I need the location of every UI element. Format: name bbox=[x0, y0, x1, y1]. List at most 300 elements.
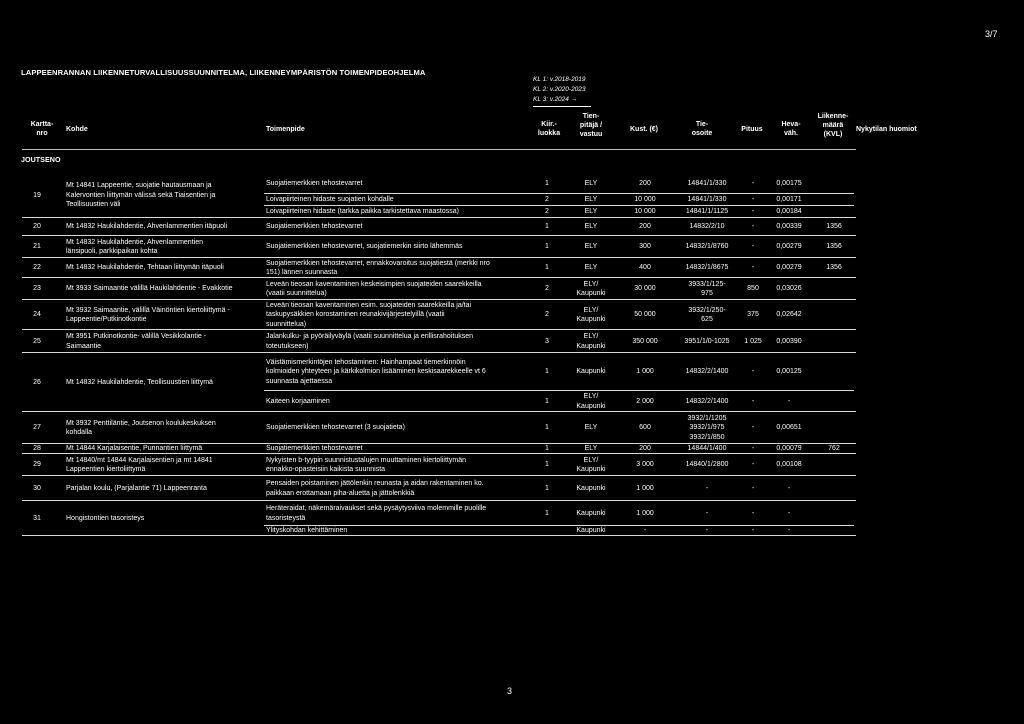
row-number bbox=[22, 454, 52, 476]
cell-kiireellisyys-text: 2 bbox=[545, 208, 549, 216]
header-huomiot: Nykytilan huomiot bbox=[856, 126, 917, 133]
table-row bbox=[22, 454, 856, 476]
header-kartta-nro: Kartta- nro bbox=[30, 121, 54, 137]
row-kohde bbox=[66, 353, 261, 412]
cell-heva-text: - bbox=[787, 527, 791, 535]
measure-row bbox=[264, 353, 854, 391]
cell-tieosoite bbox=[677, 236, 737, 258]
cell-kiireellisyys bbox=[532, 330, 562, 353]
cell-pituus-text: - bbox=[751, 509, 755, 517]
measure-row bbox=[264, 173, 854, 194]
cell-tienpitaja-text: ELY/ Kaupunki bbox=[576, 456, 606, 473]
cell-pituus-text: - bbox=[751, 461, 755, 469]
cell-tienpitaja-text: ELY/ Kaupunki bbox=[576, 333, 606, 350]
cell-heva bbox=[768, 300, 810, 330]
cell-tienpitaja bbox=[572, 476, 610, 501]
cell-toimenpide bbox=[266, 300, 542, 330]
cell-kvl bbox=[814, 476, 854, 501]
cell-kiireellisyys-text: 2 bbox=[545, 196, 549, 204]
cell-kustannus-text: 30 000 bbox=[634, 285, 656, 293]
cell-tieosoite-text: - bbox=[705, 484, 709, 492]
cell-tienpitaja bbox=[572, 218, 610, 236]
cell-kustannus bbox=[620, 218, 670, 236]
cell-kvl bbox=[814, 501, 854, 526]
cell-tienpitaja bbox=[572, 412, 610, 444]
row-number bbox=[22, 412, 52, 444]
cell-pituus bbox=[740, 278, 766, 300]
cell-heva-text: 0,00171 bbox=[776, 196, 802, 204]
cell-kustannus-text: 600 bbox=[639, 424, 651, 432]
cell-tieosoite bbox=[677, 173, 737, 194]
cell-tieosoite bbox=[677, 330, 737, 353]
cell-pituus-text: - bbox=[751, 196, 755, 204]
header-kvl: Liikenne- määrä (KVL) bbox=[817, 113, 849, 138]
cell-tienpitaja bbox=[572, 353, 610, 391]
cell-toimenpide-text: Suojatiemerkkien tehostevarret, ennakkovaroitus suojatiestä (merkki nro 151) lännen suunnasta bbox=[266, 259, 490, 276]
cell-kiireellisyys-text: 1 bbox=[545, 223, 549, 231]
cell-kiireellisyys-text: 2 bbox=[545, 285, 549, 293]
cell-toimenpide bbox=[266, 353, 542, 391]
cell-tienpitaja bbox=[572, 454, 610, 476]
cell-pituus-text: - bbox=[751, 484, 755, 492]
cell-tieosoite bbox=[677, 501, 737, 526]
cell-tieosoite-text: 14844/1/400 bbox=[687, 445, 727, 453]
row-number bbox=[22, 330, 52, 353]
row-number bbox=[22, 236, 52, 258]
cell-kvl bbox=[814, 258, 854, 278]
kl-underline bbox=[533, 106, 591, 107]
cell-kustannus-text: 200 bbox=[639, 445, 651, 453]
cell-toimenpide bbox=[266, 236, 542, 258]
cell-tieosoite-text: 14841/1/1125 bbox=[685, 208, 729, 216]
row-number-text: 30 bbox=[33, 484, 41, 492]
cell-toimenpide-text: Pensaiden poistaminen jättölenkin reunasta ja aidan rakentaminen ko. paikkaan erottamaan piha-aluetta ja jättolenkkiä bbox=[266, 480, 484, 497]
cell-kvl bbox=[814, 218, 854, 236]
cell-kustannus-text: 10 000 bbox=[634, 208, 656, 216]
cell-kustannus bbox=[620, 300, 670, 330]
kl-1-label: KL 1: v.2018-2019 bbox=[533, 76, 586, 83]
table-row bbox=[22, 300, 856, 330]
cell-tienpitaja-text: ELY/ Kaupunki bbox=[576, 306, 606, 323]
cell-kustannus-text: 300 bbox=[639, 243, 651, 251]
row-kohde-text: Mt 14832 Haukilahdentie, Tehtaan liittymän itäpuoli bbox=[66, 264, 224, 272]
row-kohde-text: Parjalan koulu, (Parjalantie 71) Lappeenranta bbox=[66, 484, 207, 492]
cell-heva-text: 0,00108 bbox=[776, 461, 802, 469]
header-tieosoite: Tie- osoite bbox=[691, 121, 713, 137]
cell-tieosoite-text: - bbox=[705, 527, 709, 535]
cell-pituus-text: - bbox=[751, 208, 755, 216]
cell-pituus bbox=[740, 218, 766, 236]
cell-kiireellisyys bbox=[532, 412, 562, 444]
cell-kvl bbox=[814, 300, 854, 330]
page-number-bottom: 3 bbox=[507, 686, 513, 696]
cell-kiireellisyys bbox=[532, 258, 562, 278]
cell-tienpitaja-text: ELY bbox=[584, 179, 598, 187]
cell-heva bbox=[768, 278, 810, 300]
cell-tienpitaja-text: Kaupunki bbox=[576, 527, 606, 535]
cell-heva bbox=[768, 173, 810, 194]
table-row bbox=[22, 236, 856, 258]
cell-kiireellisyys-text: 1 bbox=[545, 424, 549, 432]
cell-kustannus-text: 350 000 bbox=[632, 337, 658, 345]
cell-heva-text: 0,03026 bbox=[776, 285, 802, 293]
cell-tienpitaja bbox=[572, 258, 610, 278]
row-number-text: 23 bbox=[33, 285, 41, 293]
cell-pituus bbox=[740, 454, 766, 476]
section-heading: JOUTSENO bbox=[21, 155, 61, 164]
row-kohde bbox=[66, 454, 261, 476]
cell-kustannus bbox=[620, 330, 670, 353]
cell-kustannus-text: 1 000 bbox=[636, 484, 654, 492]
table-row bbox=[22, 412, 856, 444]
cell-heva-text: - bbox=[787, 509, 791, 517]
measure-row bbox=[264, 258, 854, 278]
cell-tieosoite-text: - bbox=[705, 509, 709, 517]
cell-tieosoite bbox=[677, 218, 737, 236]
cell-heva-text: 0,00390 bbox=[776, 337, 802, 345]
row-kohde-text: Mt 3951 Putkinotkontie- välillä Vesikkolantie - Saimaantie bbox=[66, 333, 207, 350]
cell-kvl-text: 1356 bbox=[826, 243, 842, 251]
row-kohde bbox=[66, 412, 261, 444]
cell-tienpitaja bbox=[572, 391, 610, 412]
row-number-text: 27 bbox=[33, 424, 41, 432]
cell-tieosoite bbox=[677, 258, 737, 278]
cell-kustannus bbox=[620, 236, 670, 258]
cell-pituus-text: - bbox=[751, 445, 755, 453]
cell-kiireellisyys bbox=[532, 236, 562, 258]
header-kustannus: Kust. (€) bbox=[630, 126, 658, 133]
cell-heva bbox=[768, 501, 810, 526]
row-number-text: 20 bbox=[33, 223, 41, 231]
cell-toimenpide bbox=[266, 391, 542, 412]
cell-tienpitaja bbox=[572, 173, 610, 194]
cell-kustannus bbox=[620, 173, 670, 194]
cell-tienpitaja bbox=[572, 501, 610, 526]
cell-heva bbox=[768, 454, 810, 476]
cell-pituus-text: - bbox=[751, 527, 755, 535]
cell-toimenpide-text: Suojatiemerkkien tehostevarret bbox=[266, 179, 363, 187]
cell-heva-text: 0,00339 bbox=[776, 223, 802, 231]
row-number-text: 31 bbox=[33, 514, 41, 522]
cell-kustannus bbox=[620, 258, 670, 278]
cell-toimenpide bbox=[266, 454, 542, 476]
cell-tienpitaja bbox=[572, 278, 610, 300]
table-row bbox=[22, 173, 856, 218]
cell-toimenpide-text: Suojatiemerkkien tehostevarret (3 suojatieta) bbox=[266, 424, 405, 432]
cell-pituus-text: - bbox=[751, 243, 755, 251]
row-kohde-text: Mt 14832 Haukilahdentie, Ahvenlammentien itäpuoli bbox=[66, 223, 228, 231]
cell-toimenpide-text: Heräteraidat, näkemäraivaukset sekä pysäytysviiva molemmille puolille tasoristeystä bbox=[266, 505, 487, 522]
measure-row bbox=[264, 300, 854, 330]
cell-kvl-text: 762 bbox=[828, 445, 840, 453]
cell-kvl-text: 1356 bbox=[826, 264, 842, 272]
header-pituus: Pituus bbox=[741, 126, 763, 133]
cell-pituus-text: 850 bbox=[747, 285, 759, 293]
header-tienpitaja: Tien- pitäjä / vastuu bbox=[579, 113, 603, 138]
table-row bbox=[22, 278, 856, 300]
cell-heva bbox=[768, 330, 810, 353]
cell-pituus bbox=[740, 258, 766, 278]
cell-tieosoite-text: 14832/1/8675 bbox=[685, 264, 729, 272]
row-number bbox=[22, 218, 52, 236]
cell-kiireellisyys bbox=[532, 501, 562, 526]
cell-kvl bbox=[814, 278, 854, 300]
cell-tienpitaja-text: Kaupunki bbox=[576, 484, 606, 492]
cell-toimenpide-text: Suojatiemerkkien tehostevarret bbox=[266, 445, 363, 453]
cell-tienpitaja-text: ELY bbox=[584, 243, 598, 251]
row-number bbox=[22, 353, 52, 412]
cell-kustannus bbox=[620, 501, 670, 526]
cell-kvl bbox=[814, 330, 854, 353]
cell-toimenpide bbox=[266, 258, 542, 278]
cell-toimenpide-text: Loivapiirteinen hidaste (tarkka paikka tarkistettava maastossa) bbox=[266, 208, 459, 216]
measure-row bbox=[264, 501, 854, 526]
cell-kustannus bbox=[620, 353, 670, 391]
cell-tieosoite bbox=[677, 476, 737, 501]
row-kohde-text: Mt 3932 Penttiläntie, Joutsenon koulukeskuksen kohdalla bbox=[66, 419, 216, 436]
cell-kiireellisyys bbox=[532, 218, 562, 236]
cell-toimenpide-text: Suojatiemerkkien tehostevarret, suojatiemerkin siirto lähemmäs bbox=[266, 243, 463, 251]
cell-tieosoite bbox=[677, 412, 737, 444]
cell-heva bbox=[768, 218, 810, 236]
cell-tienpitaja-text: ELY bbox=[584, 264, 598, 272]
row-number bbox=[22, 278, 52, 300]
cell-kustannus-text: 400 bbox=[639, 264, 651, 272]
cell-tieosoite bbox=[677, 454, 737, 476]
cell-kustannus bbox=[620, 278, 670, 300]
row-kohde-text: Mt 3933 Saimaantie välillä Haukilahdentie - Evakkotie bbox=[66, 285, 233, 293]
cell-heva-text: 0,00279 bbox=[776, 264, 802, 272]
cell-kustannus-text: 1 000 bbox=[636, 368, 654, 376]
measure-row bbox=[264, 391, 854, 412]
cell-heva-text: 0,00651 bbox=[776, 424, 802, 432]
header-divider bbox=[22, 149, 856, 150]
cell-toimenpide-text: Väistämismerkintöjen tehostaminen: Hainhampaat tiemerkinnöin kolmioiden yhteyteen ja kärkikolmion lisääminen keskisaarekkeelle vt 6 suunnasta ajettaessa bbox=[266, 358, 486, 385]
cell-kiireellisyys-text: 1 bbox=[545, 484, 549, 492]
cell-kustannus-text: 3 000 bbox=[636, 461, 654, 469]
cell-kustannus-text: 2 000 bbox=[636, 397, 654, 405]
cell-tieosoite-text: 3932/1/250- 625 bbox=[688, 306, 726, 323]
cell-pituus-text: - bbox=[751, 424, 755, 432]
cell-tieosoite-text: 14832/2/1400 bbox=[685, 368, 729, 376]
cell-toimenpide bbox=[266, 330, 542, 353]
header-toimenpide: Toimenpide bbox=[266, 126, 305, 133]
row-number-text: 22 bbox=[33, 264, 41, 272]
cell-tieosoite-text: 14841/1/330 bbox=[687, 179, 727, 187]
cell-tienpitaja-text: ELY/ Kaupunki bbox=[576, 393, 606, 410]
cell-heva bbox=[768, 391, 810, 412]
cell-kiireellisyys-text: 2 bbox=[545, 311, 549, 319]
cell-heva bbox=[768, 258, 810, 278]
cell-kiireellisyys bbox=[532, 173, 562, 194]
cell-kvl bbox=[814, 236, 854, 258]
row-number-text: 29 bbox=[33, 461, 41, 469]
cell-pituus bbox=[740, 476, 766, 501]
cell-kiireellisyys-text: 1 bbox=[545, 264, 549, 272]
cell-pituus-text: 375 bbox=[747, 311, 759, 319]
cell-kustannus-text: 10 000 bbox=[634, 196, 656, 204]
cell-tienpitaja bbox=[572, 330, 610, 353]
cell-kustannus-text: - bbox=[643, 527, 647, 535]
cell-pituus bbox=[740, 501, 766, 526]
cell-tieosoite-text: 14840/1/2800 bbox=[685, 461, 729, 469]
cell-kiireellisyys bbox=[532, 278, 562, 300]
cell-heva bbox=[768, 476, 810, 501]
cell-pituus bbox=[740, 391, 766, 412]
cell-heva bbox=[768, 353, 810, 391]
cell-kiireellisyys-text: 1 bbox=[545, 509, 549, 517]
cell-toimenpide-text: Suojatiemerkkien tehostevarret bbox=[266, 223, 363, 231]
cell-tienpitaja-text: ELY bbox=[584, 196, 598, 204]
cell-kvl-text: 1356 bbox=[826, 223, 842, 231]
row-kohde-text: Mt 14832 Haukilahdentie, Teollisuustien liittymä bbox=[66, 378, 213, 386]
cell-kiireellisyys-text: 3 bbox=[545, 337, 549, 345]
row-number bbox=[22, 476, 52, 501]
row-kohde-text: Mt 3932 Saimaantie, välillä Väinöntien kiertoliittymä - Lappeentie/Putkinotkontie bbox=[66, 306, 230, 323]
cell-kiireellisyys bbox=[532, 391, 562, 412]
cell-kvl bbox=[814, 353, 854, 391]
kl-2-label: KL 2: v.2020-2023 bbox=[533, 86, 586, 93]
cell-tieosoite-text: 3932/1/1205 3932/1/975 3932/1/850 bbox=[687, 414, 727, 441]
row-number-text: 26 bbox=[33, 378, 41, 386]
cell-pituus-text: - bbox=[751, 368, 755, 376]
row-number-text: 28 bbox=[33, 445, 41, 453]
cell-heva bbox=[768, 412, 810, 444]
kl-3-label: KL 3: v.2024 → bbox=[533, 96, 578, 103]
row-number bbox=[22, 173, 52, 218]
measure-row bbox=[264, 330, 854, 353]
row-kohde bbox=[66, 258, 261, 278]
cell-pituus bbox=[740, 236, 766, 258]
measure-row bbox=[264, 194, 854, 206]
cell-toimenpide bbox=[266, 278, 542, 300]
header-kohde: Kohde bbox=[66, 126, 88, 133]
arrow-right-icon: → bbox=[570, 96, 578, 103]
row-kohde bbox=[66, 173, 261, 218]
cell-heva-text: - bbox=[787, 484, 791, 492]
cell-kiireellisyys bbox=[532, 353, 562, 391]
cell-kustannus bbox=[620, 391, 670, 412]
document-title: LAPPEENRANNAN LIIKENNETURVALLISUUSSUUNNITELMA, LIIKENNEYMPÄRISTÖN TOIMENPIDEOHJELMA bbox=[21, 68, 426, 77]
cell-toimenpide-text: Kaiteen korjaaminen bbox=[266, 397, 330, 405]
cell-pituus bbox=[740, 300, 766, 330]
row-number bbox=[22, 258, 52, 278]
cell-tieosoite bbox=[677, 300, 737, 330]
cell-kustannus bbox=[620, 454, 670, 476]
measure-row bbox=[264, 476, 854, 501]
cell-heva-text: 0,00184 bbox=[776, 208, 802, 216]
cell-kiireellisyys-text: 1 bbox=[545, 445, 549, 453]
row-kohde bbox=[66, 330, 261, 353]
row-number-text: 25 bbox=[33, 337, 41, 345]
cell-toimenpide-text: Loivapiirteinen hidaste suojatien kohdalle bbox=[266, 196, 394, 204]
row-kohde bbox=[66, 300, 261, 330]
cell-kustannus bbox=[620, 412, 670, 444]
table-row bbox=[22, 218, 856, 236]
cell-heva bbox=[768, 236, 810, 258]
cell-tieosoite-text: 3951/1/0-1025 bbox=[684, 337, 730, 345]
row-kohde-text: Mt 14840/mt 14844 Karjalaisentien ja mt 14841 Lappeentien kiertoliittymä bbox=[66, 456, 213, 473]
cell-kvl bbox=[814, 454, 854, 476]
cell-pituus-text: - bbox=[751, 397, 755, 405]
cell-kvl bbox=[814, 391, 854, 412]
table-row bbox=[22, 476, 856, 501]
cell-heva-text: 0,00079 bbox=[776, 445, 802, 453]
cell-toimenpide-text: Leveän tieosan kaventaminen keskeisimpien suojateiden saarekkeilla (vaatii suunnittelua) bbox=[266, 280, 482, 297]
row-kohde-text: Mt 14844 Karjalaisentie, Punnantien liittymä bbox=[66, 445, 203, 453]
cell-tienpitaja-text: ELY bbox=[584, 445, 598, 453]
cell-kiireellisyys-text: 1 bbox=[545, 461, 549, 469]
row-kohde bbox=[66, 236, 261, 258]
row-kohde bbox=[66, 218, 261, 236]
cell-tieosoite-text: 14841/1/330 bbox=[687, 196, 727, 204]
cell-pituus-text: 1 025 bbox=[744, 337, 762, 345]
cell-toimenpide bbox=[266, 476, 542, 501]
row-kohde-text: Mt 14841 Lappeentie, suojatie hautausmaan ja Kalervontien liittymän välissä sekä Tiaisentien ja Teollisuustien väli bbox=[66, 182, 216, 209]
cell-tieosoite-text: 14832/2/10 bbox=[689, 223, 725, 231]
measure-row bbox=[264, 278, 854, 300]
header-heva: Heva- väh. bbox=[781, 121, 801, 137]
cell-tienpitaja-text: ELY/ Kaupunki bbox=[576, 280, 606, 297]
row-kohde bbox=[66, 278, 261, 300]
measure-row bbox=[264, 454, 854, 476]
cell-tienpitaja-text: Kaupunki bbox=[576, 509, 606, 517]
cell-pituus-text: - bbox=[751, 223, 755, 231]
cell-tieosoite bbox=[677, 391, 737, 412]
table-row bbox=[22, 258, 856, 278]
measure-row bbox=[264, 236, 854, 258]
row-number bbox=[22, 300, 52, 330]
cell-toimenpide-text: Nykyisten b-tyypin suunnistustalujen muuttaminen kiertoliittymän ennakko-opasteisiin kaikista suunnista bbox=[266, 456, 466, 473]
cell-tienpitaja-text: ELY bbox=[584, 223, 598, 231]
cell-kvl bbox=[814, 412, 854, 444]
cell-toimenpide-text: Jalankulku- ja pyöräilyväylä (vaatii suunnittelua ja erillisrahoituksen toteutukseen) bbox=[266, 333, 473, 350]
cell-heva-text: 0,00279 bbox=[776, 243, 802, 251]
cell-toimenpide-text: Ylityskohdan kehittäminen bbox=[266, 527, 348, 535]
measure-row bbox=[264, 412, 854, 444]
cell-heva-text: 0,00125 bbox=[776, 368, 802, 376]
row-kohde-text: Hongistontien tasoristeys bbox=[66, 514, 145, 522]
cell-pituus bbox=[740, 353, 766, 391]
cell-kiireellisyys bbox=[532, 454, 562, 476]
cell-tieosoite bbox=[677, 353, 737, 391]
cell-kustannus-text: 1 000 bbox=[636, 509, 654, 517]
table-row bbox=[22, 353, 856, 412]
cell-kiireellisyys bbox=[532, 476, 562, 501]
cell-pituus bbox=[740, 412, 766, 444]
row-kohde bbox=[66, 476, 261, 501]
table-row bbox=[22, 501, 856, 536]
cell-heva-text: 0,02642 bbox=[776, 311, 802, 319]
cell-kustannus bbox=[620, 476, 670, 501]
cell-kiireellisyys-text: 1 bbox=[545, 397, 549, 405]
cell-toimenpide-text: Leveän tieosan kaventaminen esim. suojateiden saarekkeilla ja/tai taskupysäkkien korostaminen reunakivijärjestelyillä (vaatii suunnittelua) bbox=[266, 301, 472, 328]
cell-kiireellisyys-text: 1 bbox=[545, 368, 549, 376]
cell-toimenpide bbox=[266, 412, 542, 444]
cell-tieosoite-text: 14832/1/8760 bbox=[685, 243, 729, 251]
cell-kustannus-text: 200 bbox=[639, 179, 651, 187]
row-kohde-text: Mt 14832 Haukilahdentie, Ahvenlammentien länsipuoli, parkkipaikan kohta bbox=[66, 238, 203, 255]
cell-pituus-text: - bbox=[751, 179, 755, 187]
row-kohde bbox=[66, 501, 261, 536]
page-number-top: 3/7 bbox=[985, 29, 998, 39]
cell-toimenpide bbox=[266, 173, 542, 194]
cell-tieosoite-text: 14832/2/1400 bbox=[685, 397, 729, 405]
cell-tienpitaja-text: Kaupunki bbox=[576, 368, 606, 376]
cell-tienpitaja bbox=[572, 300, 610, 330]
cell-tienpitaja-text: ELY bbox=[584, 424, 598, 432]
cell-pituus-text: - bbox=[751, 264, 755, 272]
